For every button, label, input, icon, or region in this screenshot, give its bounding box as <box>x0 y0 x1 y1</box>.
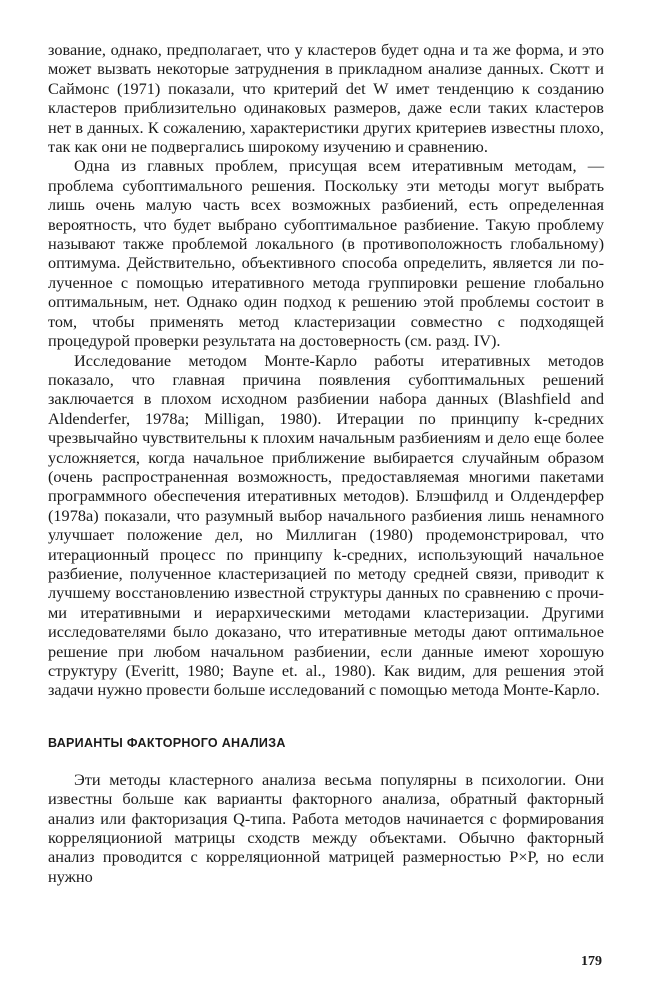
paragraph-monte-carlo: Исследование методом Монте-Карло работы итеративных методов показало, что главная причина появления субоптимальных решений заключается в плохом исходном разбиении набора данных (Blashfield and Aldenderfer, 1978a; Milligan, 1980). Итерации по принципу k-средних чрезвычайно чувствительны к плохим начальным разбиениям и дело еще более усложняется, когда начальное приближение выбирается случайным образом (очень распространенная возможность, предоставляемая многими пакетами программного обеспечения итеративных методов). Блэшфилд и Олдендерфер (1978a) показали, что разумный выбор начального разбиения лишь ненамного улучшает положение дел, но Миллиган (1980) продемонстрировал, что итерационный процесс по принципу k-средних, использующий начальное разбиение, полученное кластеризацией по методу средней связи, приводит к лучшему восстановлению известной структуры данных по сравнению с прочими итеративными и иерархическими методами кластеризации. Другими исследователями было доказано, что итеративные методы дают оптимальное решение при любом начальном разбиении, если данные имеют хорошую структуру (Everitt, 1980; Bayne et. al., 1980). Как видим, для решения этой задачи нужно провести больше исследований с помощью метода Монте-Карло. <box>48 350 604 700</box>
text-column <box>48 40 604 886</box>
paragraph-factor-analysis: Эти методы кластерного анализа весьма популярны в психологии. Они известны больше как варианты факторного анализа, обратный факторный анализ или факторизация Q-типа. Работа методов начинается с формирования корреляциониой матрицы сходств между объектами. Обычно факторный анализ проводится с корреляционной матрицей размерностью P×P, но если нужно <box>48 769 604 886</box>
page-number: 179 <box>581 954 602 969</box>
section-heading: ВАРИАНТЫ ФАКТОРНОГО АНАЛИЗА <box>48 735 286 750</box>
paragraph-continued: зование, однако, предполагает, что у кластеров будет одна и та же форма, и это может вызвать некоторые затруднения в прикладном анализе данных. Скотт и Саймонс (1971) показали, что критерий det W имет тенденцию к созданию кластеров приблизительно одинаковых размеров, даже если таких кластеров нет в данных. К сожалению, характеристики других критериев известны плохо, так как они не подвергались широкому изучению и сравнению. <box>48 40 604 157</box>
paragraph-suboptimal-solution: Одна из главных проблем, присущая всем итеративным методам, — проблема субоптимального решения. Поскольку эти методы могут выбрать лишь очень малую часть всех возможных разбиений, есть определенная вероятность, что будет выбрано субоптимальное разбиение. Такую проблему называют также проблемой локального (в противоположность глобальному) оптимума. Действительно, объективного способа определить, является ли полученное с помощью итеративного метода группировки решение глобально оптимальным, нет. Однако один подход к решению этой проблемы состоит в том, чтобы применять метод кластеризации совместно с подходящей процедурой проверки результата на достоверность (см. разд. IV). <box>48 156 604 351</box>
